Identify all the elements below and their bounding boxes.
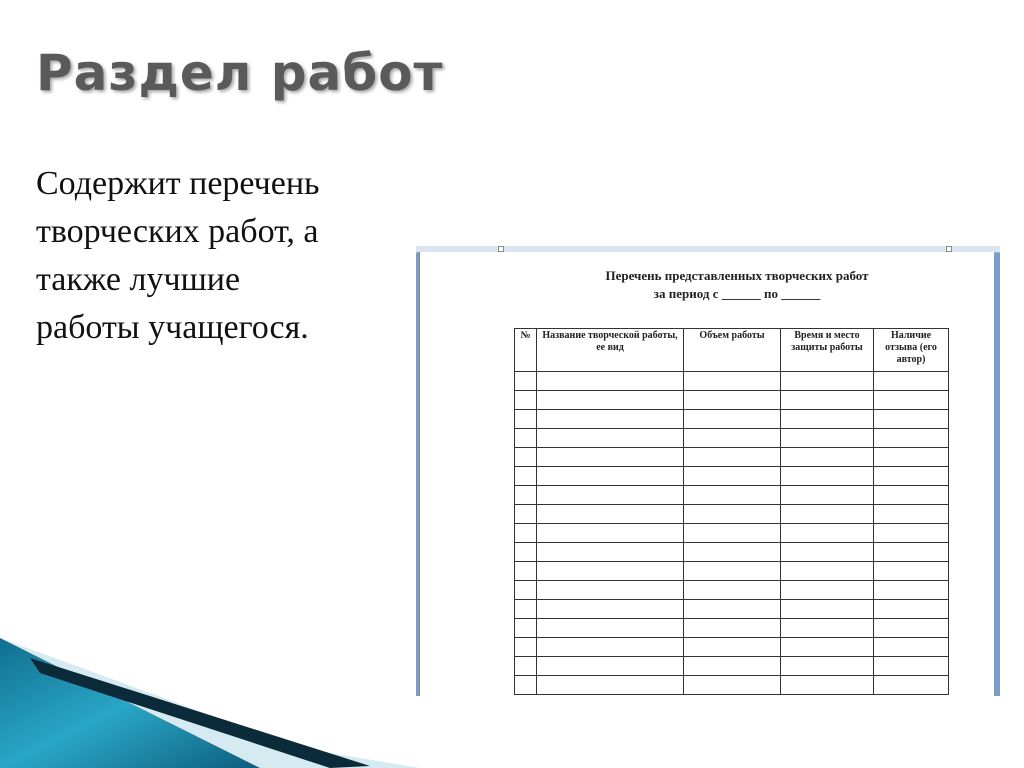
table-cell: [874, 391, 949, 410]
table-cell: [684, 638, 781, 657]
table-cell: [781, 600, 874, 619]
table-cell: [537, 600, 684, 619]
table-cell: [874, 372, 949, 391]
body-line: Содержит перечень: [36, 165, 320, 202]
table-row: [515, 391, 949, 410]
body-line: работы учащегося.: [36, 309, 309, 346]
table-cell: [684, 562, 781, 581]
table-cell: [684, 581, 781, 600]
swoosh-teal-band: [0, 638, 260, 768]
table-cell: [537, 429, 684, 448]
table-cell: [684, 543, 781, 562]
table-cell: [684, 657, 781, 676]
table-cell: [515, 391, 537, 410]
table-cell: [537, 638, 684, 657]
table-cell: [874, 543, 949, 562]
table-cell: [781, 448, 874, 467]
table-cell: [515, 619, 537, 638]
table-cell: [515, 562, 537, 581]
table-cell: [874, 486, 949, 505]
table-cell: [515, 581, 537, 600]
table-cell: [515, 448, 537, 467]
document-page: [419, 252, 994, 696]
table-cell: [537, 486, 684, 505]
table-row: [515, 638, 949, 657]
table-row: [515, 657, 949, 676]
table-row: [515, 562, 949, 581]
table-row: [515, 543, 949, 562]
table-row: [515, 676, 949, 695]
table-cell: [537, 467, 684, 486]
table-cell: [684, 676, 781, 695]
column-header-number: №: [515, 329, 537, 372]
table-cell: [781, 638, 874, 657]
table-row: [515, 505, 949, 524]
table-cell: [684, 600, 781, 619]
table-cell: [537, 657, 684, 676]
table-cell: [781, 486, 874, 505]
table-cell: [874, 619, 949, 638]
table-cell: [874, 581, 949, 600]
column-header-title: Название творческой работы, ее вид: [537, 329, 684, 372]
table-cell: [537, 543, 684, 562]
table-cell: [874, 505, 949, 524]
table-cell: [781, 657, 874, 676]
table-cell: [515, 467, 537, 486]
table-cell: [874, 676, 949, 695]
body-line: творческих работ, а: [36, 213, 319, 250]
table-cell: [874, 429, 949, 448]
table-cell: [684, 448, 781, 467]
table-cell: [537, 410, 684, 429]
table-row: [515, 410, 949, 429]
table-cell: [874, 638, 949, 657]
table-row: [515, 372, 949, 391]
table-cell: [684, 486, 781, 505]
table-cell: [537, 581, 684, 600]
document-screenshot: [416, 246, 1000, 696]
table-cell: [684, 372, 781, 391]
table-cell: [874, 600, 949, 619]
table-cell: [537, 619, 684, 638]
table-cell: [781, 619, 874, 638]
table-cell: [537, 372, 684, 391]
table-row: [515, 619, 949, 638]
table-cell: [515, 638, 537, 657]
table-body: [515, 372, 949, 695]
table-cell: [515, 505, 537, 524]
table-cell: [874, 562, 949, 581]
table-cell: [515, 543, 537, 562]
table-cell: [537, 448, 684, 467]
slide-body-text: [36, 160, 416, 352]
table-cell: [874, 657, 949, 676]
table-cell: [781, 391, 874, 410]
table-row: [515, 448, 949, 467]
table-row: [515, 486, 949, 505]
body-line: также лучшие: [36, 261, 241, 298]
table-cell: [515, 524, 537, 543]
table-cell: [537, 676, 684, 695]
table-cell: [781, 372, 874, 391]
table-cell: [515, 600, 537, 619]
table-cell: [781, 524, 874, 543]
table-cell: [684, 619, 781, 638]
table-cell: [781, 543, 874, 562]
column-header-review: Наличие отзыва (его автор): [874, 329, 949, 372]
table-row: [515, 429, 949, 448]
table-cell: [684, 429, 781, 448]
table-cell: [781, 505, 874, 524]
table-cell: [537, 391, 684, 410]
table-cell: [684, 505, 781, 524]
table-row: [515, 581, 949, 600]
table-cell: [537, 505, 684, 524]
column-header-defense: Время и место защиты работы: [781, 329, 874, 372]
table-cell: [684, 524, 781, 543]
table-cell: [684, 410, 781, 429]
table-cell: [684, 467, 781, 486]
table-cell: [515, 372, 537, 391]
table-cell: [781, 676, 874, 695]
table-cell: [515, 676, 537, 695]
table-cell: [537, 562, 684, 581]
table-cell: [515, 486, 537, 505]
table-cell: [781, 562, 874, 581]
table-cell: [874, 467, 949, 486]
table-cell: [874, 448, 949, 467]
decorative-swoosh: [0, 638, 420, 768]
table-row: [515, 600, 949, 619]
table-row: [515, 524, 949, 543]
table-cell: [874, 524, 949, 543]
table-cell: [781, 581, 874, 600]
table-row: [515, 467, 949, 486]
table-cell: [684, 391, 781, 410]
table-cell: [781, 410, 874, 429]
table-cell: [874, 410, 949, 429]
table-cell: [515, 657, 537, 676]
document-subheading: за период с ______ по ______: [653, 286, 821, 301]
table-cell: [781, 467, 874, 486]
column-header-volume: Объем работы: [684, 329, 781, 372]
works-table: [514, 328, 949, 695]
table-cell: [781, 429, 874, 448]
table-header-row: [515, 329, 949, 372]
table-cell: [515, 429, 537, 448]
table-cell: [515, 410, 537, 429]
slide-title: Раздел работ: [36, 44, 444, 102]
table-cell: [537, 524, 684, 543]
document-heading: Перечень представленных творческих работ: [605, 268, 869, 283]
